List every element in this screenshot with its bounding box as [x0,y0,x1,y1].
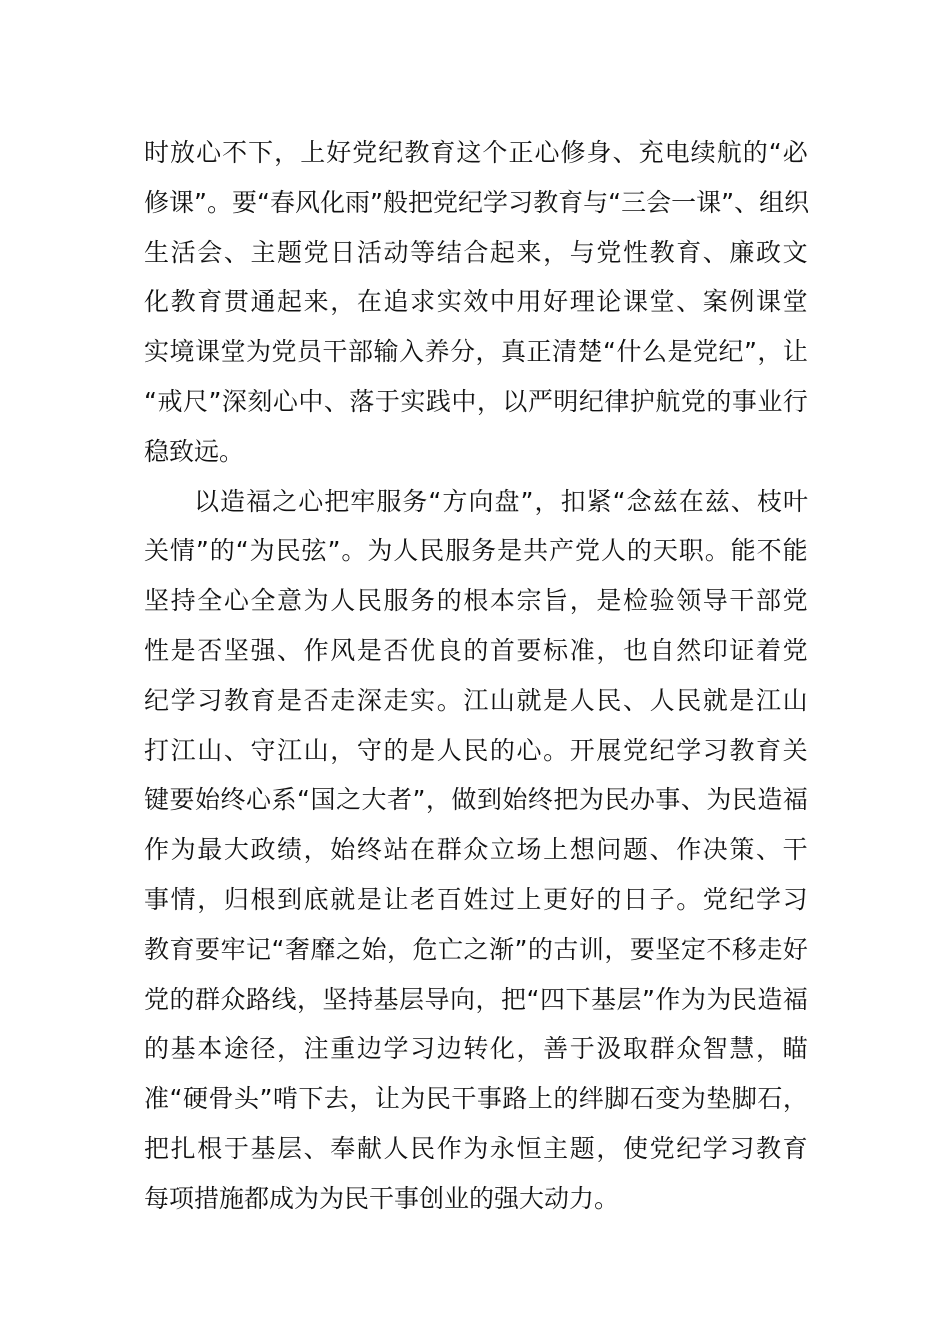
text-line: 教 育 要 牢 记 “ 奢 靡 之 始 ， 危 亡 之 渐 ” 的 古 训 ， 要 坚 定 不 移 走 好 [144,934,808,964]
text-line: 生 活 会 、 主 题 党 日 活 动 等 结 合 起 来 ， 与 党 性 教 育 、 廉 政 文 [144,237,808,267]
text-line: 性 是 否 坚 强 、 作 风 是 否 优 良 的 首 要 标 准 ， 也 自 然 印 证 着 党 [144,635,808,665]
text-line: 准 “ 硬 骨 头 ” 啃 下 去 ， 让 为 民 干 事 路 上 的 绊 脚 石 变 为 垫 脚 石 ， [144,1084,808,1114]
text-line: 的 基 本 途 径 ， 注 重 边 学 习 边 转 化 ， 善 于 汲 取 群 众 智 慧 ， 瞄 [144,1034,808,1064]
text-line: 以 造 福 之 心 把 牢 服 务 “ 方 向 盘 ” ， 扣 紧 “ 念 兹 在 兹 、 枝 叶 [194,486,808,516]
text-line: “ 戒 尺 ” 深 刻 心 中 、 落 于 实 践 中 ， 以 严 明 纪 律 护 航 党 的 事 业 行 [144,386,808,416]
text-line: 化 教 育 贯 通 起 来 ， 在 追 求 实 效 中 用 好 理 论 课 堂 、 案 例 课 堂 [144,287,808,317]
text-line: 把 扎 根 于 基 层 、 奉 献 人 民 作 为 永 恒 主 题 ， 使 党 纪 学 习 教 育 [144,1133,808,1163]
text-line: 事 情 ， 归 根 到 底 就 是 让 老 百 姓 过 上 更 好 的 日 子 。 党 纪 学 习 [144,884,808,914]
text-line: 打 江 山 、 守 江 山 ， 守 的 是 人 民 的 心 。 开 展 党 纪 学 习 教 育 关 [144,735,808,765]
text-line: 键 要 始 终 心 系 “ 国 之 大 者 ” ， 做 到 始 终 把 为 民 办 事 、 为 民 造 福 [144,785,808,815]
text-line: 党 的 群 众 路 线 ， 坚 持 基 层 导 向 ， 把 “ 四 下 基 层 ” 作 为 为 民 造 福 [144,984,808,1014]
text-line: 实 境 课 堂 为 党 员 干 部 输 入 养 分 ， 真 正 清 楚 “ 什 么 是 党 纪 ” ， 让 [144,337,808,367]
text-line: 纪 学 习 教 育 是 否 走 深 走 实 。 江 山 就 是 人 民 、 人 民 就 是 江 山 [144,685,808,715]
paragraph-2 [144,477,808,1224]
text-line: 坚 持 全 心 全 意 为 人 民 服 务 的 根 本 宗 旨 ， 是 检 验 领 导 干 部 党 [144,586,808,616]
body-text [144,128,808,1224]
text-line: 修 课 ” 。 要 “ 春 风 化 雨 ” 般 把 党 纪 学 习 教 育 与 “ 三 会 一 课 ” 、 组 织 [144,187,810,217]
text-line: 每项措施都成为为民干事创业的强大动力。 [144,1183,620,1213]
paragraph-1 [144,128,808,477]
text-line: 作 为 最 大 政 绩 ， 始 终 站 在 群 众 立 场 上 想 问 题 、 作 决 策 、 干 [144,835,808,865]
text-line: 时 放 心 不 下 ， 上 好 党 纪 教 育 这 个 正 心 修 身 、 充 电 续 航 的 “ 必 [144,138,808,167]
text-line: 稳致远。 [144,436,245,466]
text-line: 关 情 ” 的 “ 为 民 弦 ” 。 为 人 民 服 务 是 共 产 党 人 的 天 职 。 能 不 能 [144,536,808,566]
